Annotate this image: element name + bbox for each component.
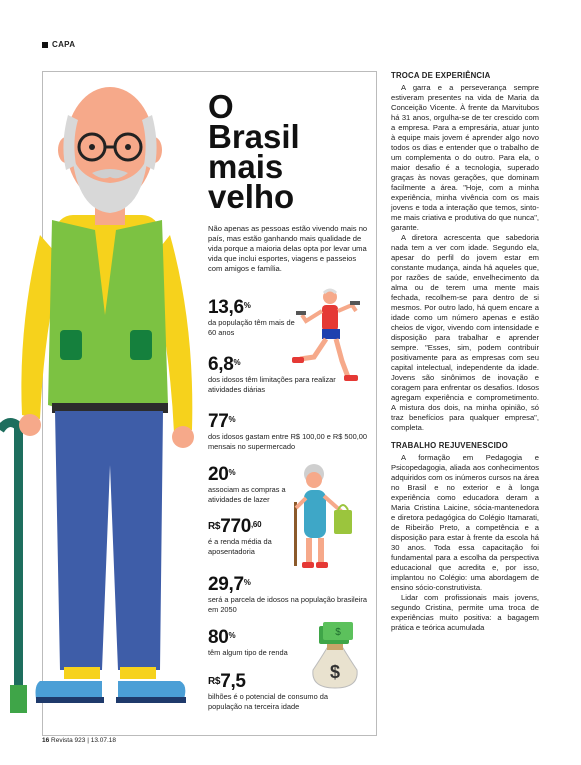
stat-suffix: % [228, 631, 236, 640]
section-label: CAPA [52, 40, 76, 49]
issue-date: 13.07.18 [90, 737, 117, 744]
title-line-1: O [208, 88, 234, 125]
article-heading-1: TROCA DE EXPERIÊNCIA [391, 71, 491, 80]
stat-suffix: ,60 [251, 520, 262, 529]
stat-block [208, 465, 378, 504]
article-column [391, 71, 539, 633]
stat-desc: dos idosos têm limitações para realizar atividades diárias [208, 375, 336, 394]
title-line-2: Brasil [208, 118, 300, 155]
stat-block [208, 517, 378, 556]
stat-suffix: % [228, 468, 236, 477]
stat-block [208, 672, 378, 711]
stat-prefix: R$ [208, 676, 221, 687]
stat-desc: bilhões é o potencial de consumo da população na terceira idade [208, 692, 328, 711]
article-paragraph: Lidar com profissionais mais jovens, segundo Cristina, permite uma troca de experiências muito positiva: a bagagem prática e teórica acumulada [391, 593, 539, 632]
article-heading-2: TRABALHO REJUVENESCIDO [391, 441, 509, 450]
stat-suffix: % [243, 301, 251, 310]
page-number: 16 [42, 737, 50, 744]
stat-block [208, 628, 378, 658]
title-line-3: mais [208, 148, 284, 185]
stat-desc: será a parcela de idosos na população brasileira em 2050 [208, 595, 367, 614]
stat-value: 20 [208, 464, 229, 485]
article-paragraph: A diretora acrescenta que sabedoria nada tem a ver com idade. Segundo ela, apesar do perfil do jovem estar em constante mudança, ainda há aqueles que, por razões de saúde, envelhecimento da alma ou de terem uma mente mais fechada, recolhem-se para dentro de si mesmos. Por outro lado, há quem encare a idade como um número apenas e estão cheios de vigor, vivendo com intensidade e disposição para trabalhar e aprender sempre. "Esses, sim, podem contribuir positivamente para as empresas com seu capital intelectual, independente da idade. Jovens são sinônimos de inovação e coragem para enfrentar os desafios. Idosos agregam experiência e comprometimento. A mistura dos dois, na minha opinião, só traz benefícios para qualquer empresa", completa. [391, 233, 539, 432]
stat-value: 6,8 [208, 354, 234, 375]
svg-text:$: $ [335, 627, 341, 638]
stat-block [208, 575, 378, 614]
stat-value: 77 [208, 411, 229, 432]
stat-desc: dos idosos gastam entre R$ 100,00 e R$ 500,00 mensais no supermercado [208, 432, 368, 451]
stat-desc: associam as compras a atividades de lazer [208, 485, 286, 504]
intro-text: Não apenas as pessoas estão vivendo mais no país, mas estão ganhando mais qualidade de vida porque a maioria delas opta por levar uma vida que inclui esportes, viagens e passeios com amigos e família. [208, 224, 368, 273]
article-paragraph: A garra e a perseverança sempre estiveram presentes na vida de Maria da Conceição Vicente. À frente da Marvitubos há 31 anos, orgulha-se de ter crescido com a empresa. Para a empresária, atuar junto à equipe mais jovem é aprender algo novo todos os dias e entender que o trabalho de um complementa o do outro. Para ela, o maior desafio é a tecnologia, superado graças às novas gerações, que dominam facilmente a área. "Hoje, com a minha experiência, minha vivência com os mais jovens e toda a interação que temos, sinto-me mais criativa e produtiva do que nunca", garante. [391, 83, 539, 232]
section-square-icon [42, 42, 48, 48]
elderly-man-illustration [0, 85, 205, 720]
svg-text:$: $ [329, 662, 341, 682]
stat-value: 7,5 [220, 671, 246, 692]
stat-block [208, 412, 378, 451]
stat-value: 13,6 [208, 297, 244, 318]
stat-suffix: % [243, 578, 251, 587]
main-title [208, 88, 368, 215]
stat-suffix: % [228, 415, 236, 424]
stat-value: 29,7 [208, 574, 244, 595]
section-tag [42, 40, 75, 49]
stat-value: 80 [208, 627, 229, 648]
page-footer: 16 Revista 923 | 13.07.18 [42, 737, 117, 744]
article-paragraph: A formação em Pedagogia e Psicopedagogia, aliada aos conhecimentos adquiridos com os inúmeros cursos na área no Brasil e no exterior e à longa experiência como educadora deram a Maria Cristina Laicine, sócia-mantenedora e diretora pedagógica do Colégio Itamarati, de Ribeirão Preto, a competência e a disposição para estar à frente da escola há 30 anos. Toda essa capacitação foi fundamental para a escolha da perspectiva educacional que acredita e, por isso, implantou no Colégio: uma abordagem de ensino sócio-construtivista. [391, 453, 539, 592]
stat-block [208, 298, 378, 337]
stat-desc: é a renda média da aposentadoria [208, 537, 272, 556]
magazine-name: Revista 923 [51, 737, 86, 744]
stat-value: 770 [220, 516, 251, 537]
stat-prefix: R$ [208, 521, 221, 532]
stat-suffix: % [233, 358, 241, 367]
stat-desc: têm algum tipo de renda [208, 648, 288, 657]
title-line-4: velho [208, 178, 295, 215]
stat-block [208, 355, 378, 394]
stat-desc: da população têm mais de 60 anos [208, 318, 295, 337]
